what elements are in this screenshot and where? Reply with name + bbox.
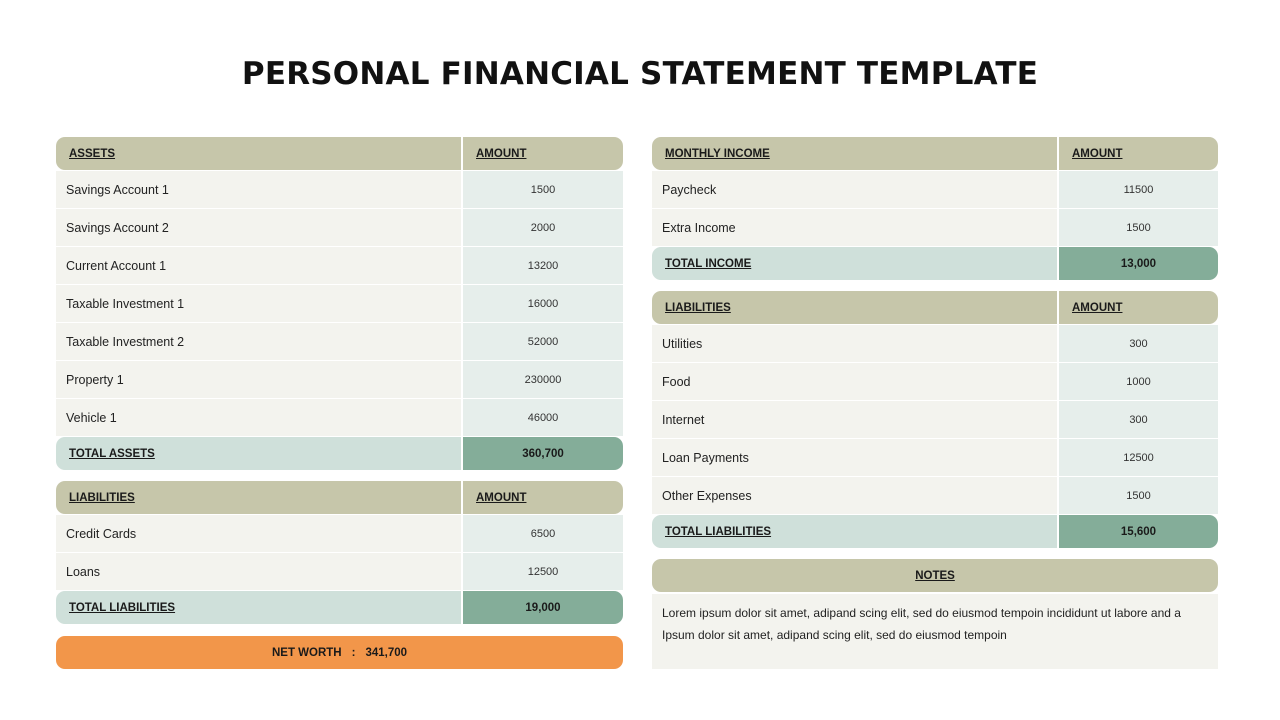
table-row [652,477,1218,515]
income-header: MONTHLY INCOME [652,137,1057,170]
income-total-row [652,247,1218,280]
row-value: 12500 [1059,439,1218,476]
row-label: Loans [56,553,461,590]
notes-header: NOTES [652,559,1218,592]
total-liabilities-label: TOTAL LIABILITIES [56,591,461,624]
row-label: Property 1 [56,361,461,398]
table-row [56,247,623,285]
row-label: Taxable Investment 2 [56,323,461,360]
row-value: 46000 [463,399,623,436]
row-label: Food [652,363,1057,400]
monthly-income-table [652,137,1218,280]
net-worth-bar [56,636,623,669]
table-row [652,439,1218,477]
assets-total-row [56,437,623,470]
liabilities-table-left [56,481,623,624]
total-income-value: 13,000 [1059,247,1218,280]
row-value: 230000 [463,361,623,398]
table-row [652,325,1218,363]
row-label: Internet [652,401,1057,438]
row-value: 11500 [1059,171,1218,208]
row-value: 52000 [463,323,623,360]
row-value: 300 [1059,325,1218,362]
table-row [56,399,623,437]
total-assets-value: 360,700 [463,437,623,470]
table-row [56,285,623,323]
liabilities-amount-header: AMOUNT [463,481,623,514]
liabilities-table-right [652,291,1218,548]
table-row [652,209,1218,247]
page-title: PERSONAL FINANCIAL STATEMENT TEMPLATE [241,56,1039,92]
row-label: Vehicle 1 [56,399,461,436]
table-row [652,401,1218,439]
income-amount-header: AMOUNT [1059,137,1218,170]
liabilities-header: LIABILITIES [56,481,461,514]
row-value: 6500 [463,515,623,552]
total-liabilities-value: 15,600 [1059,515,1218,548]
liabilities-header: LIABILITIES [652,291,1057,324]
row-label: Loan Payments [652,439,1057,476]
row-value: 1000 [1059,363,1218,400]
row-label: Current Account 1 [56,247,461,284]
total-liabilities-label: TOTAL LIABILITIES [652,515,1057,548]
row-value: 1500 [463,171,623,208]
row-label: Taxable Investment 1 [56,285,461,322]
liabilities-amount-header: AMOUNT [1059,291,1218,324]
net-worth-label: NET WORTH [271,646,342,659]
liabilities-header-row [652,291,1218,324]
table-row [652,171,1218,209]
row-value: 12500 [463,553,623,590]
table-row [56,171,623,209]
row-label: Paycheck [652,171,1057,208]
assets-amount-header: AMOUNT [463,137,623,170]
row-label: Extra Income [652,209,1057,246]
total-liabilities-value: 19,000 [463,591,623,624]
row-label: Other Expenses [652,477,1057,514]
assets-header: ASSETS [56,137,461,170]
total-income-label: TOTAL INCOME [652,247,1057,280]
row-label: Credit Cards [56,515,461,552]
assets-table [56,137,623,470]
row-value: 13200 [463,247,623,284]
total-assets-label: TOTAL ASSETS [56,437,461,470]
table-row [652,363,1218,401]
liabilities-header-row [56,481,623,514]
row-label: Utilities [652,325,1057,362]
row-label: Savings Account 1 [56,171,461,208]
row-value: 1500 [1059,477,1218,514]
row-label: Savings Account 2 [56,209,461,246]
row-value: 16000 [463,285,623,322]
notes-line: Ipsum dolor sit amet, adipand scing elit, sed do eiusmod tempoin [662,628,1007,642]
table-row [56,361,623,399]
notes-line: Lorem ipsum dolor sit amet, adipand scing elit, sed do eiusmod tempoin incididunt ut labore and a [662,606,1181,620]
row-value: 300 [1059,401,1218,438]
table-row [56,553,623,591]
net-worth-value: 341,700 [365,646,408,659]
net-worth-separator: : [351,646,356,659]
table-row [56,209,623,247]
liabilities-total-row [652,515,1218,548]
table-row [56,323,623,361]
liabilities-total-row [56,591,623,624]
income-header-row [652,137,1218,170]
assets-header-row [56,137,623,170]
row-value: 2000 [463,209,623,246]
row-value: 1500 [1059,209,1218,246]
notes-body [652,594,1218,669]
table-row [56,515,623,553]
